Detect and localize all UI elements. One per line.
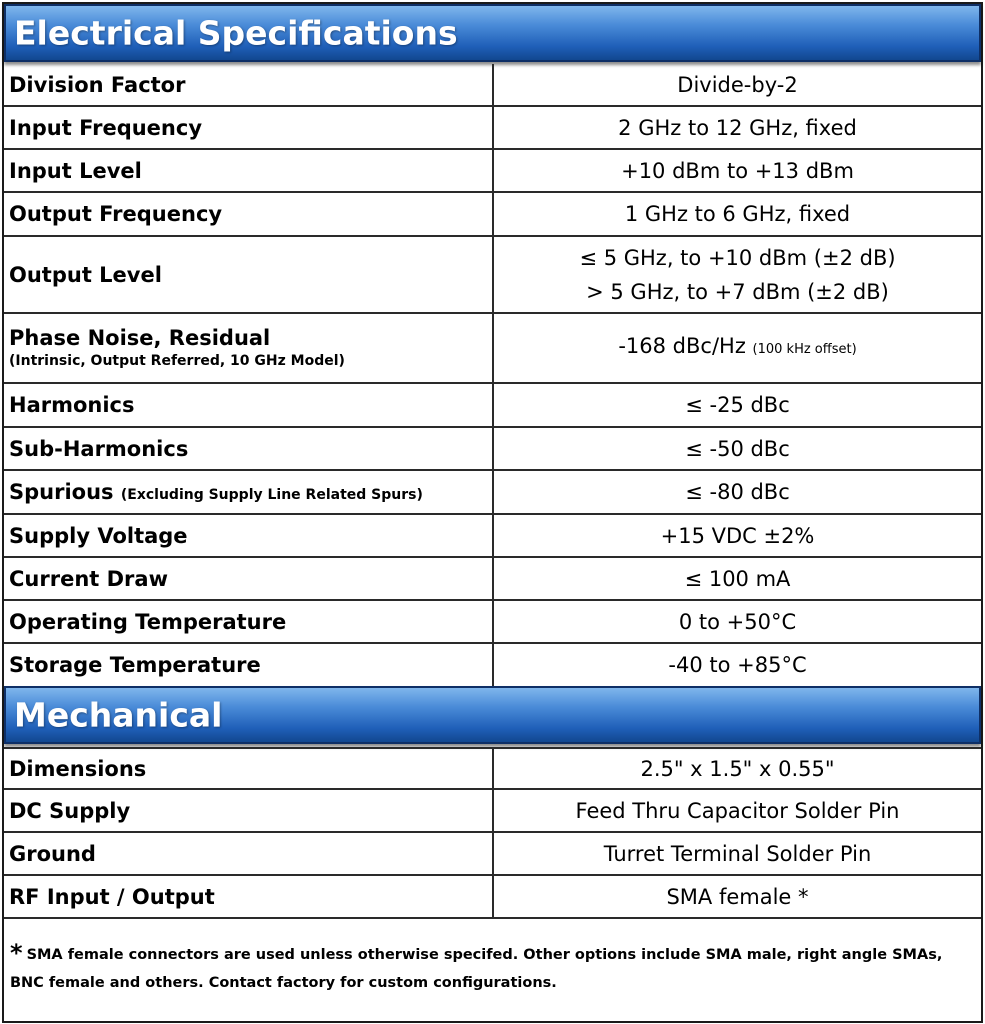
mechanical-section-title: Mechanical — [14, 695, 223, 735]
footnote-text: SMA female connectors are used unless otherwise specifed. Other options include SMA male, right angle SMAs, BNC female and others. Contact factory for custom configurations. — [10, 947, 943, 991]
spec-row-division-factor — [4, 64, 981, 107]
spec-row-input-frequency — [4, 107, 981, 150]
spec-label: Operating Temperature — [4, 601, 494, 642]
spec-label: DC Supply — [4, 790, 494, 831]
spec-label: Input Level — [4, 150, 494, 191]
spec-row-spurious — [4, 471, 981, 515]
spec-label: Input Frequency — [4, 107, 494, 148]
spec-value — [494, 237, 981, 312]
spec-value: 2 GHz to 12 GHz, fixed — [618, 115, 857, 140]
spec-value: 1 GHz to 6 GHz, fixed — [624, 202, 851, 226]
spec-value-line: > 5 GHz, to +7 dBm (±2 dB) — [586, 279, 889, 304]
spec-value: 2.5" x 1.5" x 0.55" — [640, 756, 835, 781]
mechanical-section-header — [4, 686, 981, 744]
spec-label: Ground — [4, 833, 494, 874]
spec-value: Feed Thru Capacitor Solder Pin — [575, 798, 900, 823]
spec-row-output-frequency — [4, 193, 981, 237]
spec-value: ≤ 100 mA — [684, 566, 791, 591]
spec-row-storage-temperature — [4, 644, 981, 686]
spec-row-dc-supply — [4, 790, 981, 833]
spec-row-supply-voltage — [4, 515, 981, 558]
spec-label-group — [4, 471, 494, 513]
electrical-section-title: Electrical Specifications — [14, 13, 458, 53]
spec-value: ≤ -80 dBc — [685, 480, 790, 504]
spec-sublabel: (Intrinsic, Output Referred, 10 GHz Model) — [9, 353, 345, 369]
footnote-star: * — [10, 939, 23, 967]
spec-label: Output Level — [4, 237, 494, 312]
spec-value: Turret Terminal Solder Pin — [603, 841, 872, 866]
spec-value: -168 dBc/Hz — [618, 334, 746, 358]
spec-value: +10 dBm to +13 dBm — [621, 158, 854, 183]
spec-value-note: (100 kHz offset) — [752, 342, 857, 357]
spec-row-output-level — [4, 237, 981, 314]
footnote — [4, 919, 981, 1021]
spec-label: Division Factor — [4, 64, 494, 105]
spec-label: Phase Noise, Residual — [9, 326, 271, 350]
electrical-section-header — [4, 4, 981, 62]
spec-row-harmonics — [4, 384, 981, 428]
spec-row-current-draw — [4, 558, 981, 601]
spec-label: Spurious — [9, 480, 114, 504]
spec-label: RF Input / Output — [4, 876, 494, 917]
spec-row-rf-input-output — [4, 876, 981, 919]
spec-value: 0 to +50°C — [678, 609, 797, 634]
spec-label: Current Draw — [4, 558, 494, 599]
spec-label-note: (Excluding Supply Line Related Spurs) — [120, 487, 423, 503]
spec-label-group — [4, 314, 494, 382]
spec-label: Supply Voltage — [4, 515, 494, 556]
spec-row-ground — [4, 833, 981, 876]
spec-row-operating-temperature — [4, 601, 981, 644]
spec-value: ≤ -25 dBc — [685, 393, 790, 417]
spec-label: Sub-Harmonics — [4, 428, 494, 469]
spec-label: Dimensions — [4, 749, 494, 788]
spec-value: -40 to +85°C — [668, 653, 807, 677]
spec-label: Harmonics — [4, 384, 494, 426]
spec-value-group — [494, 314, 981, 382]
spec-row-input-level — [4, 150, 981, 193]
spec-value: +15 VDC ±2% — [660, 523, 815, 548]
spec-label: Output Frequency — [4, 193, 494, 235]
spec-label: Storage Temperature — [4, 644, 494, 686]
spec-row-sub-harmonics — [4, 428, 981, 471]
spec-row-dimensions — [4, 747, 981, 790]
spec-row-phase-noise — [4, 314, 981, 384]
spec-value-line: ≤ 5 GHz, to +10 dBm (±2 dB) — [579, 245, 896, 270]
spec-value: ≤ -50 dBc — [685, 436, 790, 461]
spec-sheet — [2, 2, 983, 1023]
spec-value: Divide-by-2 — [677, 72, 798, 97]
spec-value: SMA female * — [666, 884, 809, 909]
